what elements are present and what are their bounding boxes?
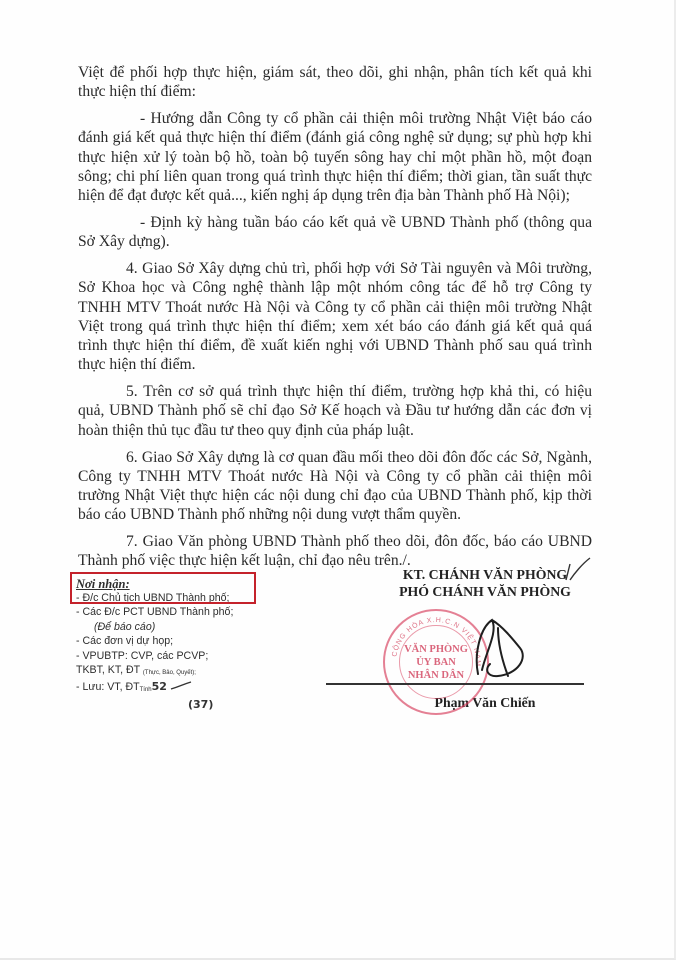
paragraph-item-5: 5. Trên cơ sở quá trình thực hiện thí điểm, trường hợp khả thi, có hiệu quả, UBND Thành phố sẽ chỉ đạo Sở Kế hoạch và Đầu tư hướng dẫn các đơn vị hoàn thiện thủ tục đầu tư theo quy định của pháp luật. xyxy=(78,383,592,439)
recipients-heading: Nơi nhận: xyxy=(76,577,130,591)
recipient-tkbt xyxy=(76,663,276,680)
handwritten-count: (37) xyxy=(188,697,214,711)
recipient-archive xyxy=(76,680,276,697)
handwritten-signature-icon xyxy=(468,614,536,684)
recipient-highlight-box xyxy=(70,572,256,604)
signature-title-line2: PHÓ CHÁNH VĂN PHÒNG xyxy=(399,584,571,599)
handwritten-stroke-icon xyxy=(170,681,192,691)
stamp-line2: ỦY BAN xyxy=(416,657,456,668)
signer-name: Phạm Văn Chiến xyxy=(434,695,536,710)
recipient-tkbt-note: (Thực, Bảo, Quyết); xyxy=(142,670,196,677)
signature-underline xyxy=(326,683,584,685)
handwritten-code: 52 xyxy=(151,680,167,694)
recipient-meeting-units: - Các đơn vị dự họp; xyxy=(76,635,174,648)
svg-text:CỘNG HÒA X.H.C.N VIỆT NAM: CỘNG HÒA X.H.C.N VIỆT NAM xyxy=(391,616,482,668)
recipient-vpubtp: - VPUBTP: CVP, các PCVP; xyxy=(76,649,209,662)
recipient-archive-label: - Lưu: VT, ĐT xyxy=(76,681,140,694)
paragraph-item-4: 4. Giao Sở Xây dựng chủ trì, phối hợp với Sở Tài nguyên và Môi trường, Sở Khoa học và Công nghệ thành lập một nhóm công tác để hỗ trợ Công ty TNHH MTV Thoát nước Hà Nội và Công ty cổ phần cải thiện môi trường Nhật Việt trong quá trình thực hiện thí điểm; xem xét báo cáo đánh giá kết quả quá trình thực hiện thí điểm, đề xuất kiến nghị với UBND Thành phố sau quá trình thực hiện thí điểm. xyxy=(78,260,592,374)
paragraph-item-6: 6. Giao Sở Xây dựng là cơ quan đầu mối theo dõi đôn đốc các Sở, Ngành, Công ty TNHH MTV Thoát nước Hà Nội và Công ty cổ phần cải thiện môi trường Nhật Việt thực hiện các nội dung chỉ đạo của UBND Thành phố, kịp thời báo cáo UBND Thành phố những nội dung vượt thẩm quyền. xyxy=(78,448,592,524)
paragraph-continuation: Việt để phối hợp thực hiện, giám sát, theo dõi, ghi nhận, phân tích kết quả khi thực hiện thí điểm: xyxy=(78,64,592,101)
paragraph-report-guidance: - Hướng dẫn Công ty cổ phần cải thiện môi trường Nhật Việt báo cáo đánh giá kết quả thực hiện thí điểm (đánh giá công nghệ sử dụng; sự phù hợp khi thực hiện xử lý toàn bộ hồ, toàn bộ tuyến sông hay chỉ một phần hồ, một đoạn sông; chi phí liên quan trong quá trình thực hiện thí điểm; thời gian, tần suất thực hiện để đạt được kết quả..., kiến nghị áp dụng trên địa bàn Thành phố Hà Nội); xyxy=(78,110,592,205)
signature-title-line1: KT. CHÁNH VĂN PHÒNG xyxy=(402,567,568,582)
recipient-tkbt-label: TKBT, KT, ĐT xyxy=(76,664,140,677)
document-body xyxy=(78,63,592,578)
stamp-line3: NHÂN DÂN xyxy=(407,670,465,681)
recipient-report-note: (Để báo cáo) xyxy=(94,620,156,633)
approval-tick-icon xyxy=(562,556,592,586)
recipient-archive-sub: Tính xyxy=(139,687,152,694)
paragraph-item-7: 7. Giao Văn phòng UBND Thành phố theo dõi, đôn đốc, báo cáo UBND Thành phố việc thực hiện kết luận, chỉ đạo nêu trên./. xyxy=(78,533,592,570)
paragraph-weekly-report: - Định kỳ hàng tuần báo cáo kết quả về UBND Thành phố (thông qua Sở Xây dựng). xyxy=(78,214,592,251)
stamp-line1: VĂN PHÒNG xyxy=(404,644,468,655)
recipient-chairman: - Đ/c Chủ tịch UBND Thành phố; xyxy=(76,592,230,604)
recipient-vice-chairmen: - Các Đ/c PCT UBND Thành phố; xyxy=(76,606,234,619)
